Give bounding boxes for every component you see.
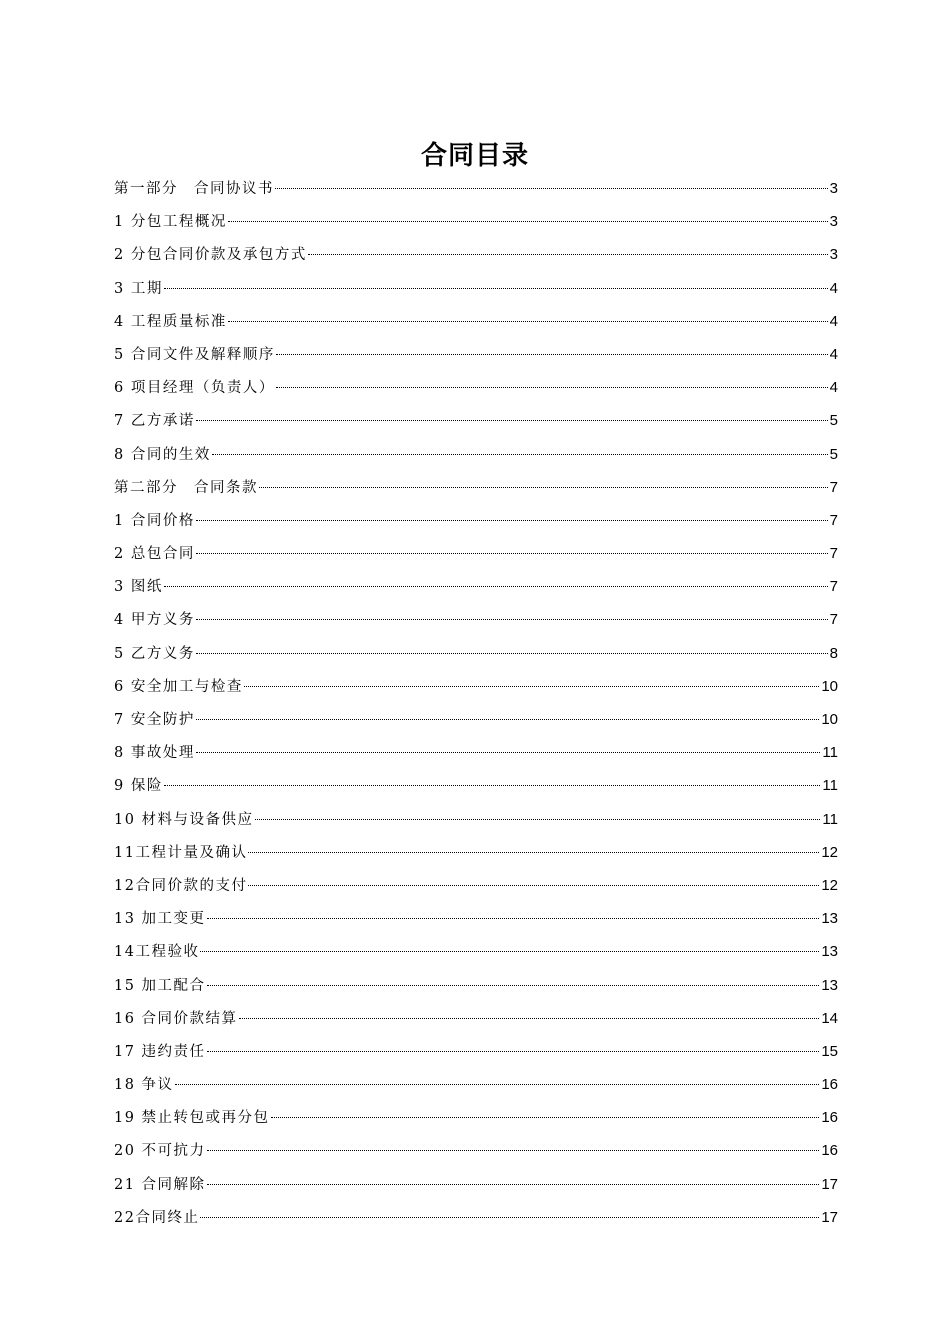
toc-entry-page-number: 10 bbox=[821, 711, 838, 728]
toc-dot-leader bbox=[175, 1084, 820, 1085]
toc-entry-page-number: 8 bbox=[829, 644, 838, 662]
toc-entry[interactable] bbox=[114, 504, 838, 537]
toc-entry[interactable] bbox=[114, 703, 838, 736]
toc-entry[interactable] bbox=[114, 537, 838, 570]
toc-entry[interactable] bbox=[114, 438, 838, 471]
toc-entry-page-number: 11 bbox=[822, 810, 838, 828]
toc-entry[interactable] bbox=[114, 404, 838, 437]
toc-entry[interactable] bbox=[114, 836, 838, 869]
toc-dot-leader bbox=[207, 985, 820, 986]
toc-entry-page-number: 7 bbox=[829, 545, 838, 563]
toc-entry-label: 3 图纸 bbox=[114, 579, 163, 596]
toc-entry[interactable] bbox=[114, 272, 838, 305]
toc-entry-page-number: 3 bbox=[829, 180, 838, 197]
toc-entry-label: 第二部分 合同条款 bbox=[114, 479, 258, 496]
toc-entry[interactable] bbox=[114, 1002, 838, 1035]
toc-entry-page-number: 13 bbox=[821, 976, 838, 994]
toc-entry[interactable] bbox=[114, 1168, 838, 1201]
toc-entry-label: 8 事故处理 bbox=[114, 745, 195, 762]
toc-entry-label: 5 乙方义务 bbox=[114, 645, 195, 662]
toc-dot-leader bbox=[196, 752, 821, 753]
toc-entry-label: 第一部分 合同协议书 bbox=[114, 181, 274, 197]
toc-entry-label: 8 合同的生效 bbox=[114, 446, 211, 463]
toc-entry[interactable] bbox=[114, 238, 838, 271]
toc-entry-label: 7 乙方承诺 bbox=[114, 413, 195, 430]
toc-entry-page-number: 11 bbox=[822, 777, 838, 795]
toc-entry-label: 5 合同文件及解释顺序 bbox=[114, 346, 275, 363]
toc-entry[interactable] bbox=[114, 471, 838, 504]
toc-entry-label: 4 甲方义务 bbox=[114, 612, 195, 629]
toc-entry-page-number: 12 bbox=[821, 876, 838, 894]
toc-entry-label: 10 材料与设备供应 bbox=[114, 811, 254, 828]
toc-entry-page-number: 15 bbox=[821, 1042, 838, 1060]
toc-entry-label: 1 分包工程概况 bbox=[114, 214, 227, 231]
toc-entry[interactable] bbox=[114, 570, 838, 603]
toc-dot-leader bbox=[255, 819, 821, 820]
toc-entry-label: 3 工期 bbox=[114, 280, 163, 297]
toc-entry-page-number: 4 bbox=[829, 279, 838, 297]
toc-dot-leader bbox=[308, 254, 828, 255]
toc-entry-label: 17 违约责任 bbox=[114, 1043, 206, 1060]
toc-dot-leader bbox=[271, 1117, 820, 1118]
toc-dot-leader bbox=[207, 1184, 820, 1185]
toc-entry-page-number: 7 bbox=[829, 578, 838, 596]
toc-entry-label: 2 总包合同 bbox=[114, 546, 195, 563]
toc-entry-label: 11工程计量及确认 bbox=[114, 844, 248, 861]
toc-entry-label: 2 分包合同价款及承包方式 bbox=[114, 247, 307, 264]
page-title: 合同目录 bbox=[420, 141, 529, 171]
toc-dot-leader bbox=[196, 420, 828, 421]
toc-entry-page-number: 14 bbox=[821, 1009, 838, 1027]
toc-entry-label: 7 安全防护 bbox=[114, 712, 195, 728]
toc-dot-leader bbox=[164, 785, 821, 786]
toc-entry-page-number: 11 bbox=[822, 744, 838, 762]
toc-entry-page-number: 10 bbox=[821, 677, 838, 695]
toc-entry-label: 13 加工变更 bbox=[114, 911, 206, 928]
toc-entry-page-number: 3 bbox=[829, 246, 838, 264]
toc-entry[interactable] bbox=[114, 869, 838, 902]
toc-entry-label: 14工程验收 bbox=[114, 944, 200, 961]
toc-entry-page-number: 4 bbox=[829, 345, 838, 363]
toc-dot-leader bbox=[275, 188, 828, 189]
toc-entry-label: 19 禁止转包或再分包 bbox=[114, 1110, 270, 1127]
toc-entry-page-number: 4 bbox=[829, 379, 838, 397]
toc-entry[interactable] bbox=[114, 1101, 838, 1134]
toc-dot-leader bbox=[276, 387, 828, 388]
toc-entry-page-number: 3 bbox=[829, 213, 838, 231]
toc-entry-label: 4 工程质量标准 bbox=[114, 313, 227, 330]
toc-entry[interactable] bbox=[114, 1035, 838, 1068]
toc-entry-page-number: 16 bbox=[821, 1109, 838, 1127]
toc-entry-label: 12合同价款的支付 bbox=[114, 877, 248, 894]
toc-dot-leader bbox=[248, 885, 819, 886]
toc-entry[interactable] bbox=[114, 205, 838, 238]
toc-entry-page-number: 16 bbox=[821, 1142, 838, 1160]
toc-entry-page-number: 17 bbox=[821, 1208, 838, 1226]
toc-entry-label: 16 合同价款结算 bbox=[114, 1010, 238, 1027]
toc-entry[interactable] bbox=[114, 769, 838, 802]
toc-entry[interactable] bbox=[114, 172, 838, 205]
toc-entry-page-number: 4 bbox=[829, 312, 838, 330]
toc-entry[interactable] bbox=[114, 736, 838, 769]
toc-dot-leader bbox=[244, 686, 819, 687]
toc-entry-page-number: 7 bbox=[829, 478, 838, 496]
toc-entry-page-number: 7 bbox=[829, 511, 838, 529]
toc-dot-leader bbox=[276, 354, 828, 355]
toc-entry-label: 6 安全加工与检查 bbox=[114, 678, 243, 695]
toc-entry-label: 20 不可抗力 bbox=[114, 1143, 206, 1160]
toc-entry-page-number: 16 bbox=[821, 1076, 838, 1094]
toc-entry-page-number: 13 bbox=[821, 943, 838, 961]
toc-entry[interactable] bbox=[114, 670, 838, 703]
toc-dot-leader bbox=[164, 288, 828, 289]
toc-entry[interactable] bbox=[114, 803, 838, 836]
toc-dot-leader bbox=[200, 951, 819, 952]
toc-entry-label: 9 保险 bbox=[114, 778, 163, 795]
toc-entry[interactable] bbox=[114, 637, 838, 670]
toc-entry[interactable] bbox=[114, 305, 838, 338]
toc-dot-leader bbox=[248, 852, 819, 853]
toc-entry[interactable] bbox=[114, 338, 838, 371]
toc-dot-leader bbox=[196, 719, 819, 720]
toc-entry[interactable] bbox=[114, 1134, 838, 1167]
toc-entry-page-number: 12 bbox=[821, 843, 838, 861]
toc-entry-label: 6 项目经理（负责人） bbox=[114, 380, 275, 397]
toc-dot-leader bbox=[228, 221, 828, 222]
toc-dot-leader bbox=[228, 321, 828, 322]
toc-dot-leader bbox=[196, 619, 828, 620]
toc-entry[interactable] bbox=[114, 969, 838, 1002]
toc-entry-page-number: 5 bbox=[829, 412, 838, 430]
toc-dot-leader bbox=[196, 653, 828, 654]
toc-entry[interactable] bbox=[114, 935, 838, 968]
toc-dot-leader bbox=[207, 918, 820, 919]
toc-entry[interactable] bbox=[114, 603, 838, 636]
toc-dot-leader bbox=[207, 1051, 820, 1052]
toc-dot-leader bbox=[196, 520, 828, 521]
toc-entry-page-number: 13 bbox=[821, 910, 838, 928]
toc-entry[interactable] bbox=[114, 902, 838, 935]
table-of-contents bbox=[114, 172, 838, 1234]
toc-entry-label: 15 加工配合 bbox=[114, 977, 206, 994]
toc-entry-label: 21 合同解除 bbox=[114, 1176, 206, 1193]
toc-entry-label: 1 合同价格 bbox=[114, 512, 195, 529]
toc-entry[interactable] bbox=[114, 1068, 838, 1101]
toc-entry-page-number: 7 bbox=[829, 611, 838, 629]
toc-dot-leader bbox=[200, 1217, 819, 1218]
toc-dot-leader bbox=[212, 454, 828, 455]
toc-entry-page-number: 17 bbox=[821, 1175, 838, 1193]
toc-dot-leader bbox=[196, 553, 828, 554]
toc-dot-leader bbox=[164, 586, 828, 587]
toc-entry[interactable] bbox=[114, 1201, 838, 1234]
toc-entry-label: 18 争议 bbox=[114, 1077, 174, 1094]
toc-dot-leader bbox=[259, 487, 828, 488]
toc-dot-leader bbox=[207, 1150, 820, 1151]
toc-dot-leader bbox=[239, 1018, 820, 1019]
toc-entry-label: 22合同终止 bbox=[114, 1209, 200, 1226]
toc-entry[interactable] bbox=[114, 371, 838, 404]
toc-entry-page-number: 5 bbox=[829, 445, 838, 463]
